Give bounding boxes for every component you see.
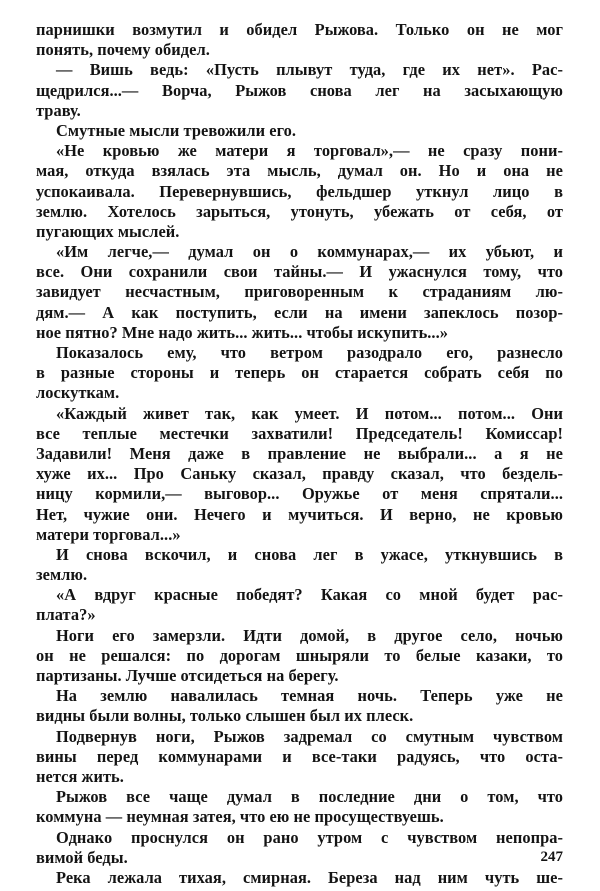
text-line: нется жить. [36,766,124,786]
text-line: Ноги его замерзли. Идти домой, в другое село, ночью [56,625,563,645]
text-line: пугающих мыслей. [36,221,180,241]
text-line: На землю навалилась темная ночь. Теперь уже не [56,686,563,706]
text-line: успокаивала. Перевернувшись, фельдшер уткнул лицо в [36,181,563,201]
text-line: землю. Хотелось зарыться, утонуть, убежать от себя, от [36,201,563,221]
text-line: хуже их... Про Саньку сказал, правду сказал, что бездель- [36,464,563,484]
text-line: Задавили! Меня даже в правление не выбрали... а я не [36,443,563,463]
text-line: ное пятно? Мне надо жить... жить... чтобы искупить...» [36,322,448,342]
text-line: траву. [36,100,81,120]
text-line: лоскуткам. [36,383,120,403]
text-line: все. Они сохранили свои тайны.— И ужаснулся тому, что [36,262,563,282]
text-line: завидует несчастным, приговоренным к страданиям лю- [36,282,563,302]
text-line: он не решался: по дорогам шныряли то белые казаки, то [36,645,563,665]
text-line: Рыжов все чаще думал в последние дни о том, что [56,787,563,807]
page-text [36,20,563,888]
text-line: парнишки возмутил и обидел Рыжова. Только он не мог [36,20,563,39]
text-line: «А вдруг красные победят? Какая со мной будет рас- [56,585,563,605]
text-line: Смутные мысли тревожили его. [56,120,297,140]
text-line: «Каждый живет так, как умеет. И потом... потом... Они [56,403,563,423]
text-line: партизаны. Лучше отсидеться на берегу. [36,666,339,685]
text-line: вины перед коммунарами и все-таки радуясь, что оста- [36,746,563,766]
text-line: в разные стороны и теперь он старается собрать себя по [36,363,563,383]
text-line: щедрился...— Ворча, Рыжов снова лег на засыхающую [36,80,563,100]
text-line: Нет, чужие они. Нечего и мучиться. И верно, не кровью [36,504,563,524]
text-line: видны были волны, только слышен был их плеск. [36,706,414,726]
text-line: мая, откуда взялась эта мысль, думал он. Но и она не [36,161,563,181]
text-line: «Не кровью же матери я торговал»,— не сразу пони- [56,141,563,161]
text-line: матери торговал...» [36,524,181,544]
text-line: — Вишь ведь: «Пусть плывут туда, где их нет». Рас- [56,60,563,80]
text-line: плата?» [36,605,96,625]
text-line: «Им легче,— думал он о коммунарах,— их убьют, и [56,242,563,262]
text-line: Река лежала тихая, смирная. Береза над ним чуть ше- [56,867,563,887]
page-number: 247 [540,849,563,865]
text-line: Подвернув ноги, Рыжов задремал со смутным чувством [56,726,563,746]
text-line: Однако проснулся он рано утром с чувством непопра- [56,827,563,847]
text-line: землю. [36,565,88,585]
text-line: ницу кормили,— выговор... Оружье от меня спрятали... [36,484,563,504]
text-line: И снова вскочил, и снова лег в ужасе, уткнувшись в [56,544,563,564]
text-line: все теплые местечки захватили! Председатель! Комиссар! [36,423,563,443]
text-line: понять, почему обидел. [36,40,210,60]
text-line: вимой беды. [36,847,128,867]
text-line: Показалось ему, что ветром разодрало его, разнесло [56,343,563,362]
text-line: дям.— А как поступить, если на имени запеклось позор- [36,302,563,322]
text-line: коммуна — неумная затея, что ею не просуществуешь. [36,807,444,827]
